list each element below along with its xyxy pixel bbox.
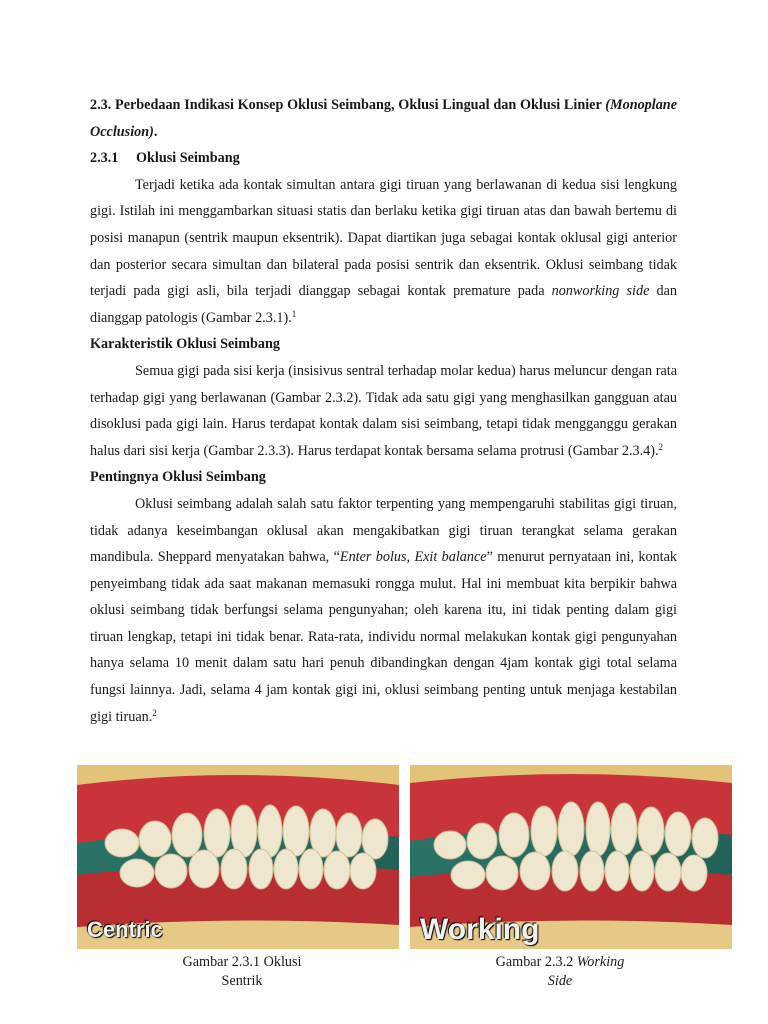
figure-caption-2 [470, 953, 650, 990]
caption-1-line-1: Gambar 2.3.1 Oklusi [182, 954, 302, 970]
paragraph-3-after: ” menurut pernyataan ini, kontak penyeimbang tidak ada saat makanan memasuki rongga mulut. Hal ini membuat kita berpikir bahwa oklusi seimbang tidak berfungsi selama pengunyahan; oleh karena itu, ini tidak penting dalam gigi tiruan lengkap, tetapi ini tidak benar. Rata-rata, individu normal melakukan kontak gigi pengunyahan hanya selama 10 menit dalam satu hari penuh dibandingkan dengan 4jam kontak gigi total selama fungsi lainnya. Jadi, selama 4 jam kontak gigi ini, oklusi seimbang penting untuk menjaga kestabilan gigi tiruan. [90, 549, 677, 725]
section-title-text: 2.3. Perbedaan Indikasi Konsep Oklusi Seimbang, Oklusi Lingual dan Oklusi Linier [90, 97, 602, 113]
subsection-title [90, 145, 677, 172]
figure-working-photo [410, 765, 732, 949]
subsection-number: 2.3.1 [90, 150, 119, 167]
caption-1-line-2: Sentrik [221, 972, 263, 989]
section-title-end: . [153, 123, 158, 140]
citation-2: 2 [658, 441, 663, 452]
section-title [90, 92, 677, 145]
paragraph-1-text: Terjadi ketika ada kontak simultan antara gigi tiruan yang berlawanan di kedua sisi lengkung gigi. Istilah ini menggambarkan situasi statis dan berlaku ketika gigi tiruan atas dan bawah bertemu di posisi manapun (sentrik maupun eksentrik). Dapat diartikan juga sebagai kontak oklusal gigi anterior dan posterior secara simultan dan bilateral pada posisi sentrik dan eksentrik. Oklusi seimbang tidak terjadi pada gigi asli, bila terjadi dianggap sebagai kontak premature pada [90, 176, 677, 300]
overlay-label-working: Working [420, 913, 540, 946]
caption-2-italic: Working [576, 954, 625, 970]
document-body [90, 92, 677, 730]
paragraph-3-text: Oklusi seimbang adalah salah satu faktor terpenting yang mempengaruhi stabilitas gigi tiruan, tidak adanya keseimbangan oklusal akan mengakibatkan gigi tiruan terangkat selama gerakan mandibula. Sheppard menyatakan bahwa, “ [90, 495, 677, 566]
subsection-title-text: Oklusi Seimbang [136, 150, 240, 167]
paragraph-1-italic: nonworking side [551, 283, 650, 300]
overlay-label-centric: Centric [87, 917, 163, 942]
caption-2-line-2: Side [547, 972, 573, 989]
paragraph-2-text: Semua gigi pada sisi kerja (insisivus sentral terhadap molar kedua) harus meluncur dengan rata terhadap gigi yang berlawanan (Gambar 2.3.2). Tidak ada satu gigi yang menghasilkan gangguan atau disoklusi pada gigi lain. Harus terdapat kontak dalam sisi seimbang, tetapi tidak mengganggu gerakan halus dari sisi kerja (Gambar 2.3.3). Harus terdapat kontak bersama selama protrusi (Gambar 2.3.4). [90, 362, 677, 459]
section-title-italic: (Monoplane Occlusion) [90, 97, 677, 140]
paragraph-3 [90, 491, 677, 730]
figure-centric-photo [77, 765, 399, 949]
figure-caption-1 [152, 953, 332, 990]
paragraph-1-after: dan dianggap patologis (Gambar 2.3.1). [90, 283, 677, 326]
paragraph-2 [90, 358, 677, 464]
citation-3: 2 [152, 707, 157, 718]
citation-1: 1 [291, 308, 297, 319]
caption-2-line-1 [470, 953, 650, 972]
caption-2-prefix: Gambar 2.3.2 [495, 954, 577, 970]
paragraph-3-italic: Enter bolus, Exit balance [339, 549, 487, 566]
paragraph-1 [90, 172, 677, 332]
heading-karakteristik: Karakteristik Oklusi Seimbang [90, 336, 280, 353]
heading-pentingnya: Pentingnya Oklusi Seimbang [90, 469, 266, 486]
